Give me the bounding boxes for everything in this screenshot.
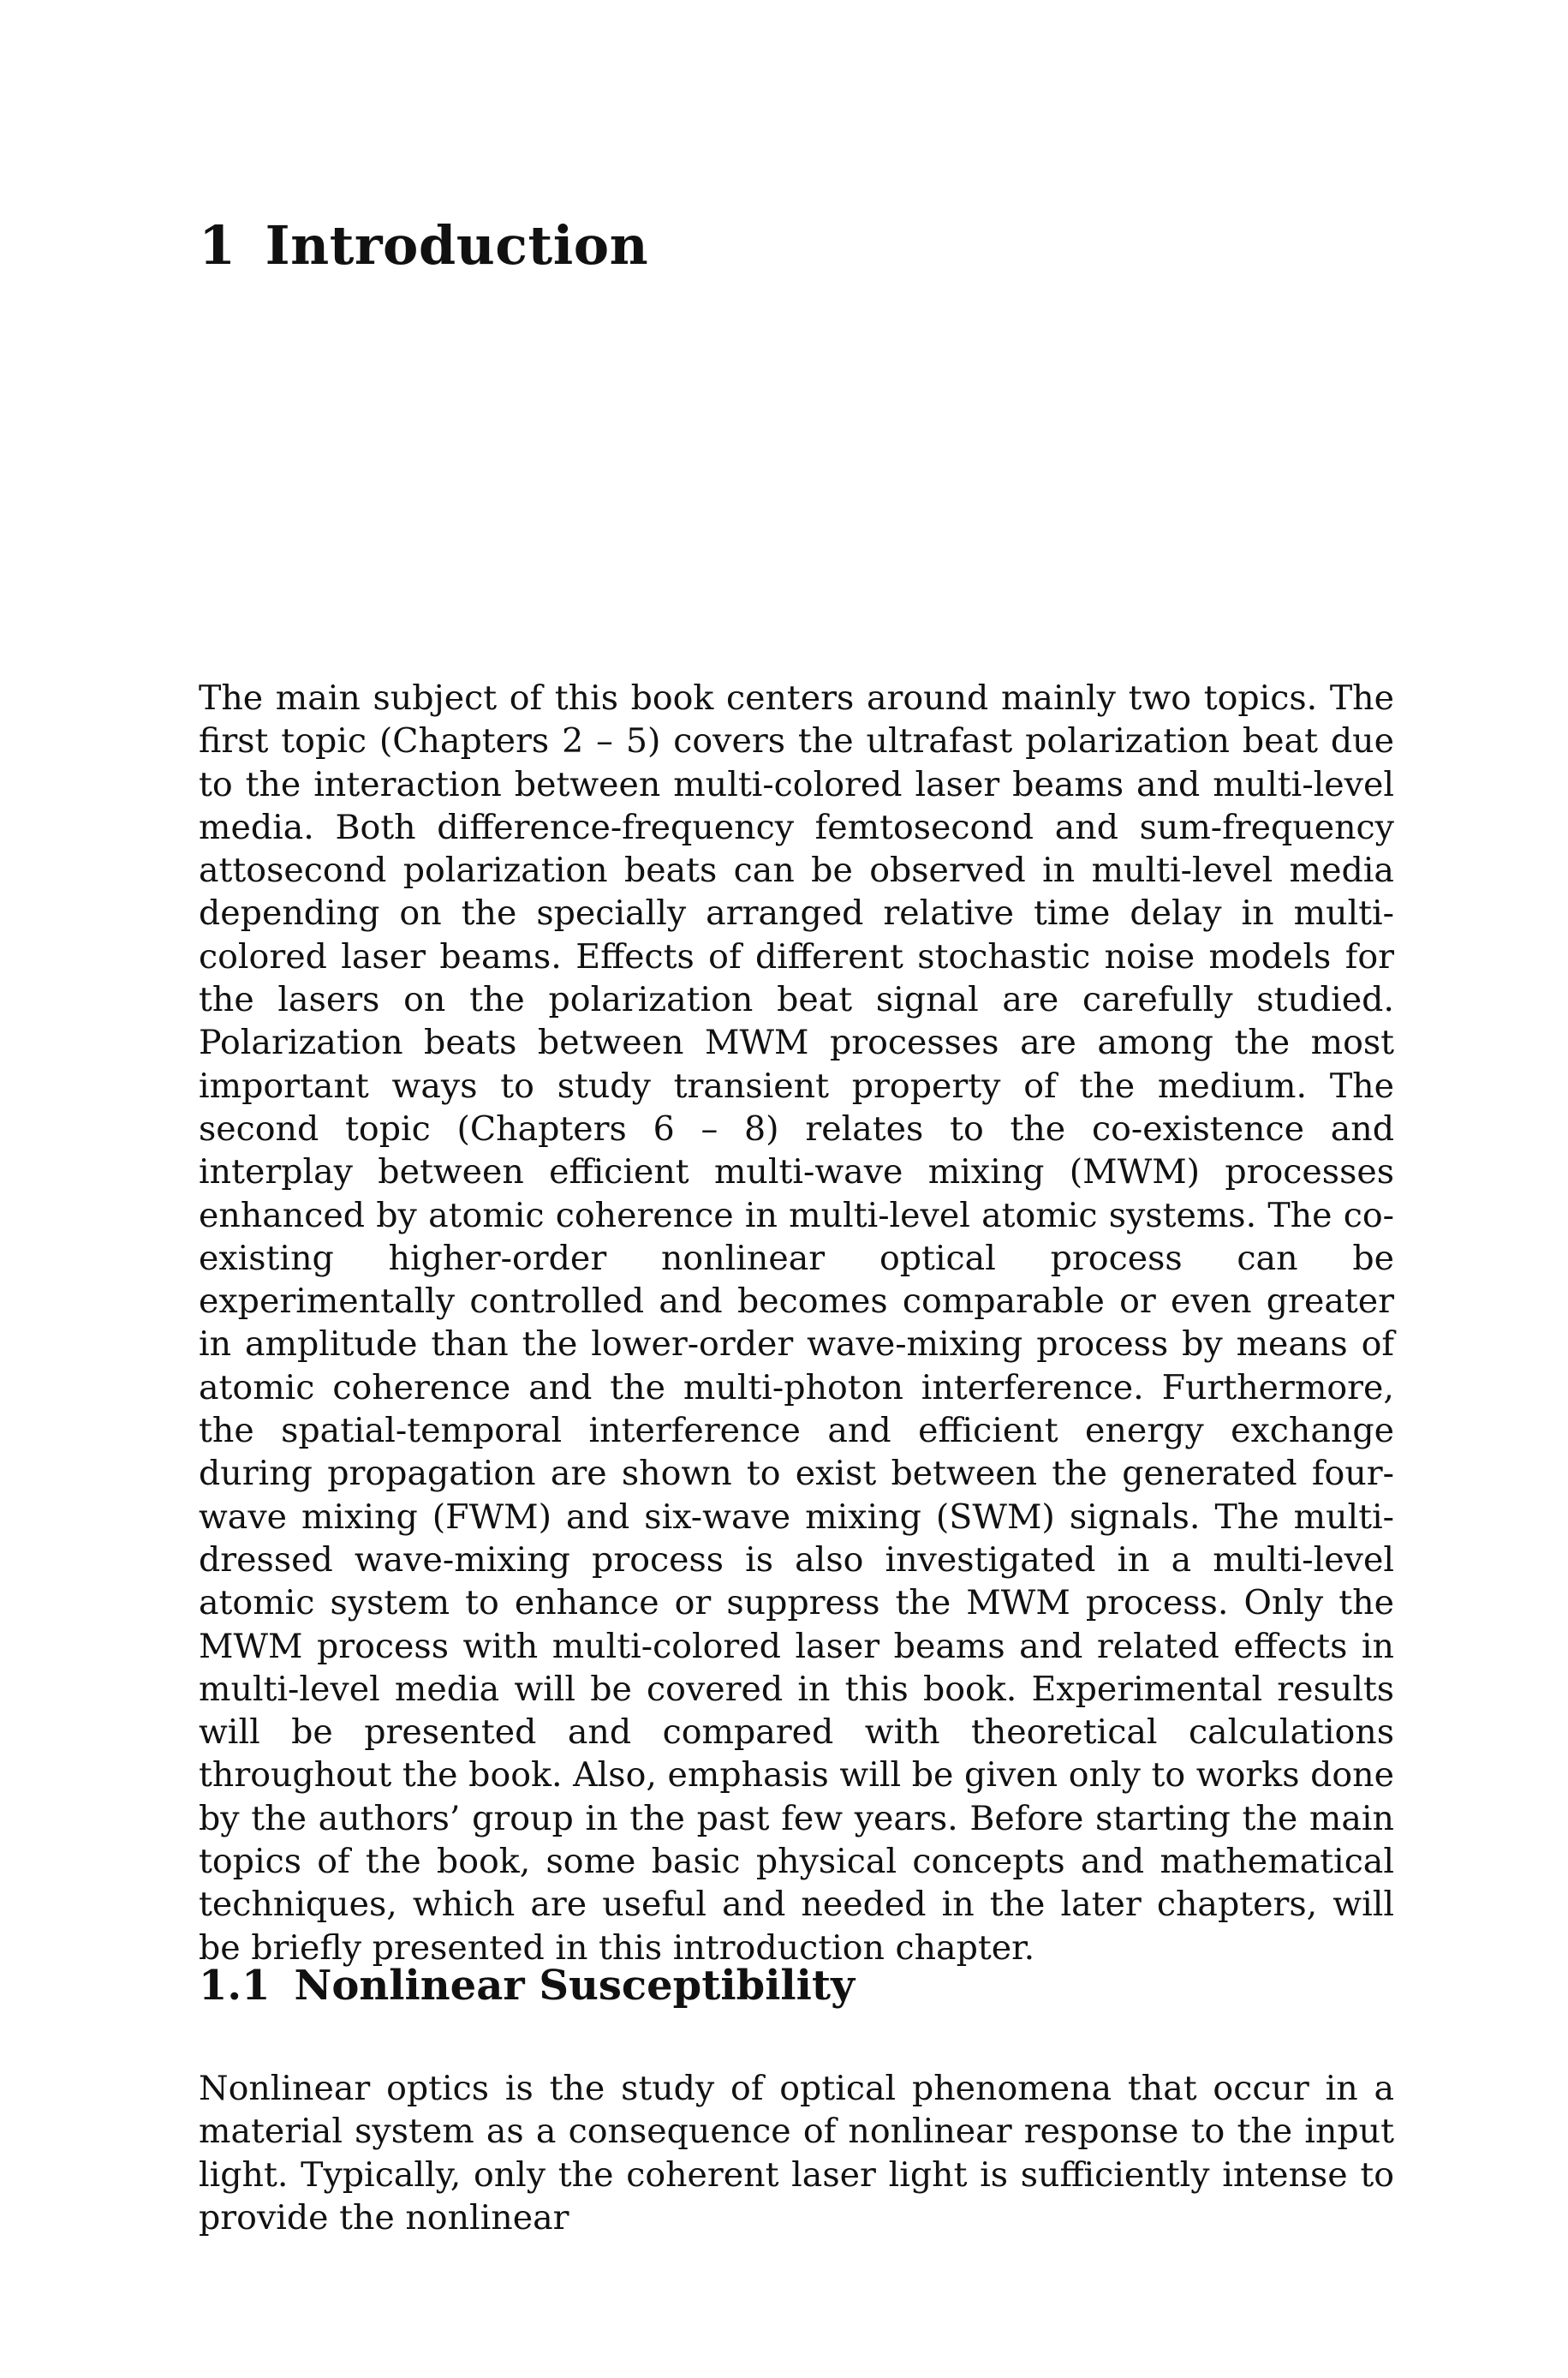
chapter-heading <box>199 214 648 277</box>
chapter-number: 1 <box>199 214 236 277</box>
section-number: 1.1 <box>199 1962 271 2010</box>
intro-paragraph: The main subject of this book centers around mainly two topics. The first topic (Chapters 2 – 5) covers the ultrafast polarization beat due to the interaction between multi-colored laser beams and multi-level media. Both difference-frequency femtosecond and sum-frequency attosecond polarization beats can be observed in multi-level media depending on the specially arranged relative time delay in multi-colored laser beams. Effects of different stochastic noise models for the lasers on the polarization beat signal are carefully studied. Polarization beats between MWM processes are among the most important ways to study transient property of the medium. The second topic (Chapters 6 – 8) relates to the co-existence and interplay between efficient multi-wave mixing (MWM) processes enhanced by atomic coherence in multi-level atomic systems. The co-existing higher-order nonlinear optical process can be experimentally controlled and becomes comparable or even greater in amplitude than the lower-order wave-mixing process by means of atomic coherence and the multi-photon interference. Furthermore, the spatial-temporal interference and efficient energy exchange during propagation are shown to exist between the generated four-wave mixing (FWM) and six-wave mixing (SWM) signals. The multi-dressed wave-mixing process is also investigated in a multi-level atomic system to enhance or suppress the MWM process. Only the MWM process with multi-colored laser beams and related effects in multi-level media will be covered in this book. Experimental results will be presented and compared with theoretical calculations throughout the book. Also, emphasis will be given only to works done by the authors’ group in the past few years. Before starting the main topics of the book, some basic physical concepts and mathematical techniques, which are useful and needed in the later chapters, will be briefly presented in this introduction chapter. <box>199 678 1394 1968</box>
section-title: Nonlinear Susceptibility <box>294 1962 855 2010</box>
chapter-title: Introduction <box>265 214 649 277</box>
section-paragraph: Nonlinear optics is the study of optical phenomena that occur in a material system as a consequence of nonlinear response to the input light. Typically, only the coherent laser light is sufficiently intense to provide the nonlinear <box>199 2069 1394 2238</box>
section-heading <box>199 1962 855 2010</box>
